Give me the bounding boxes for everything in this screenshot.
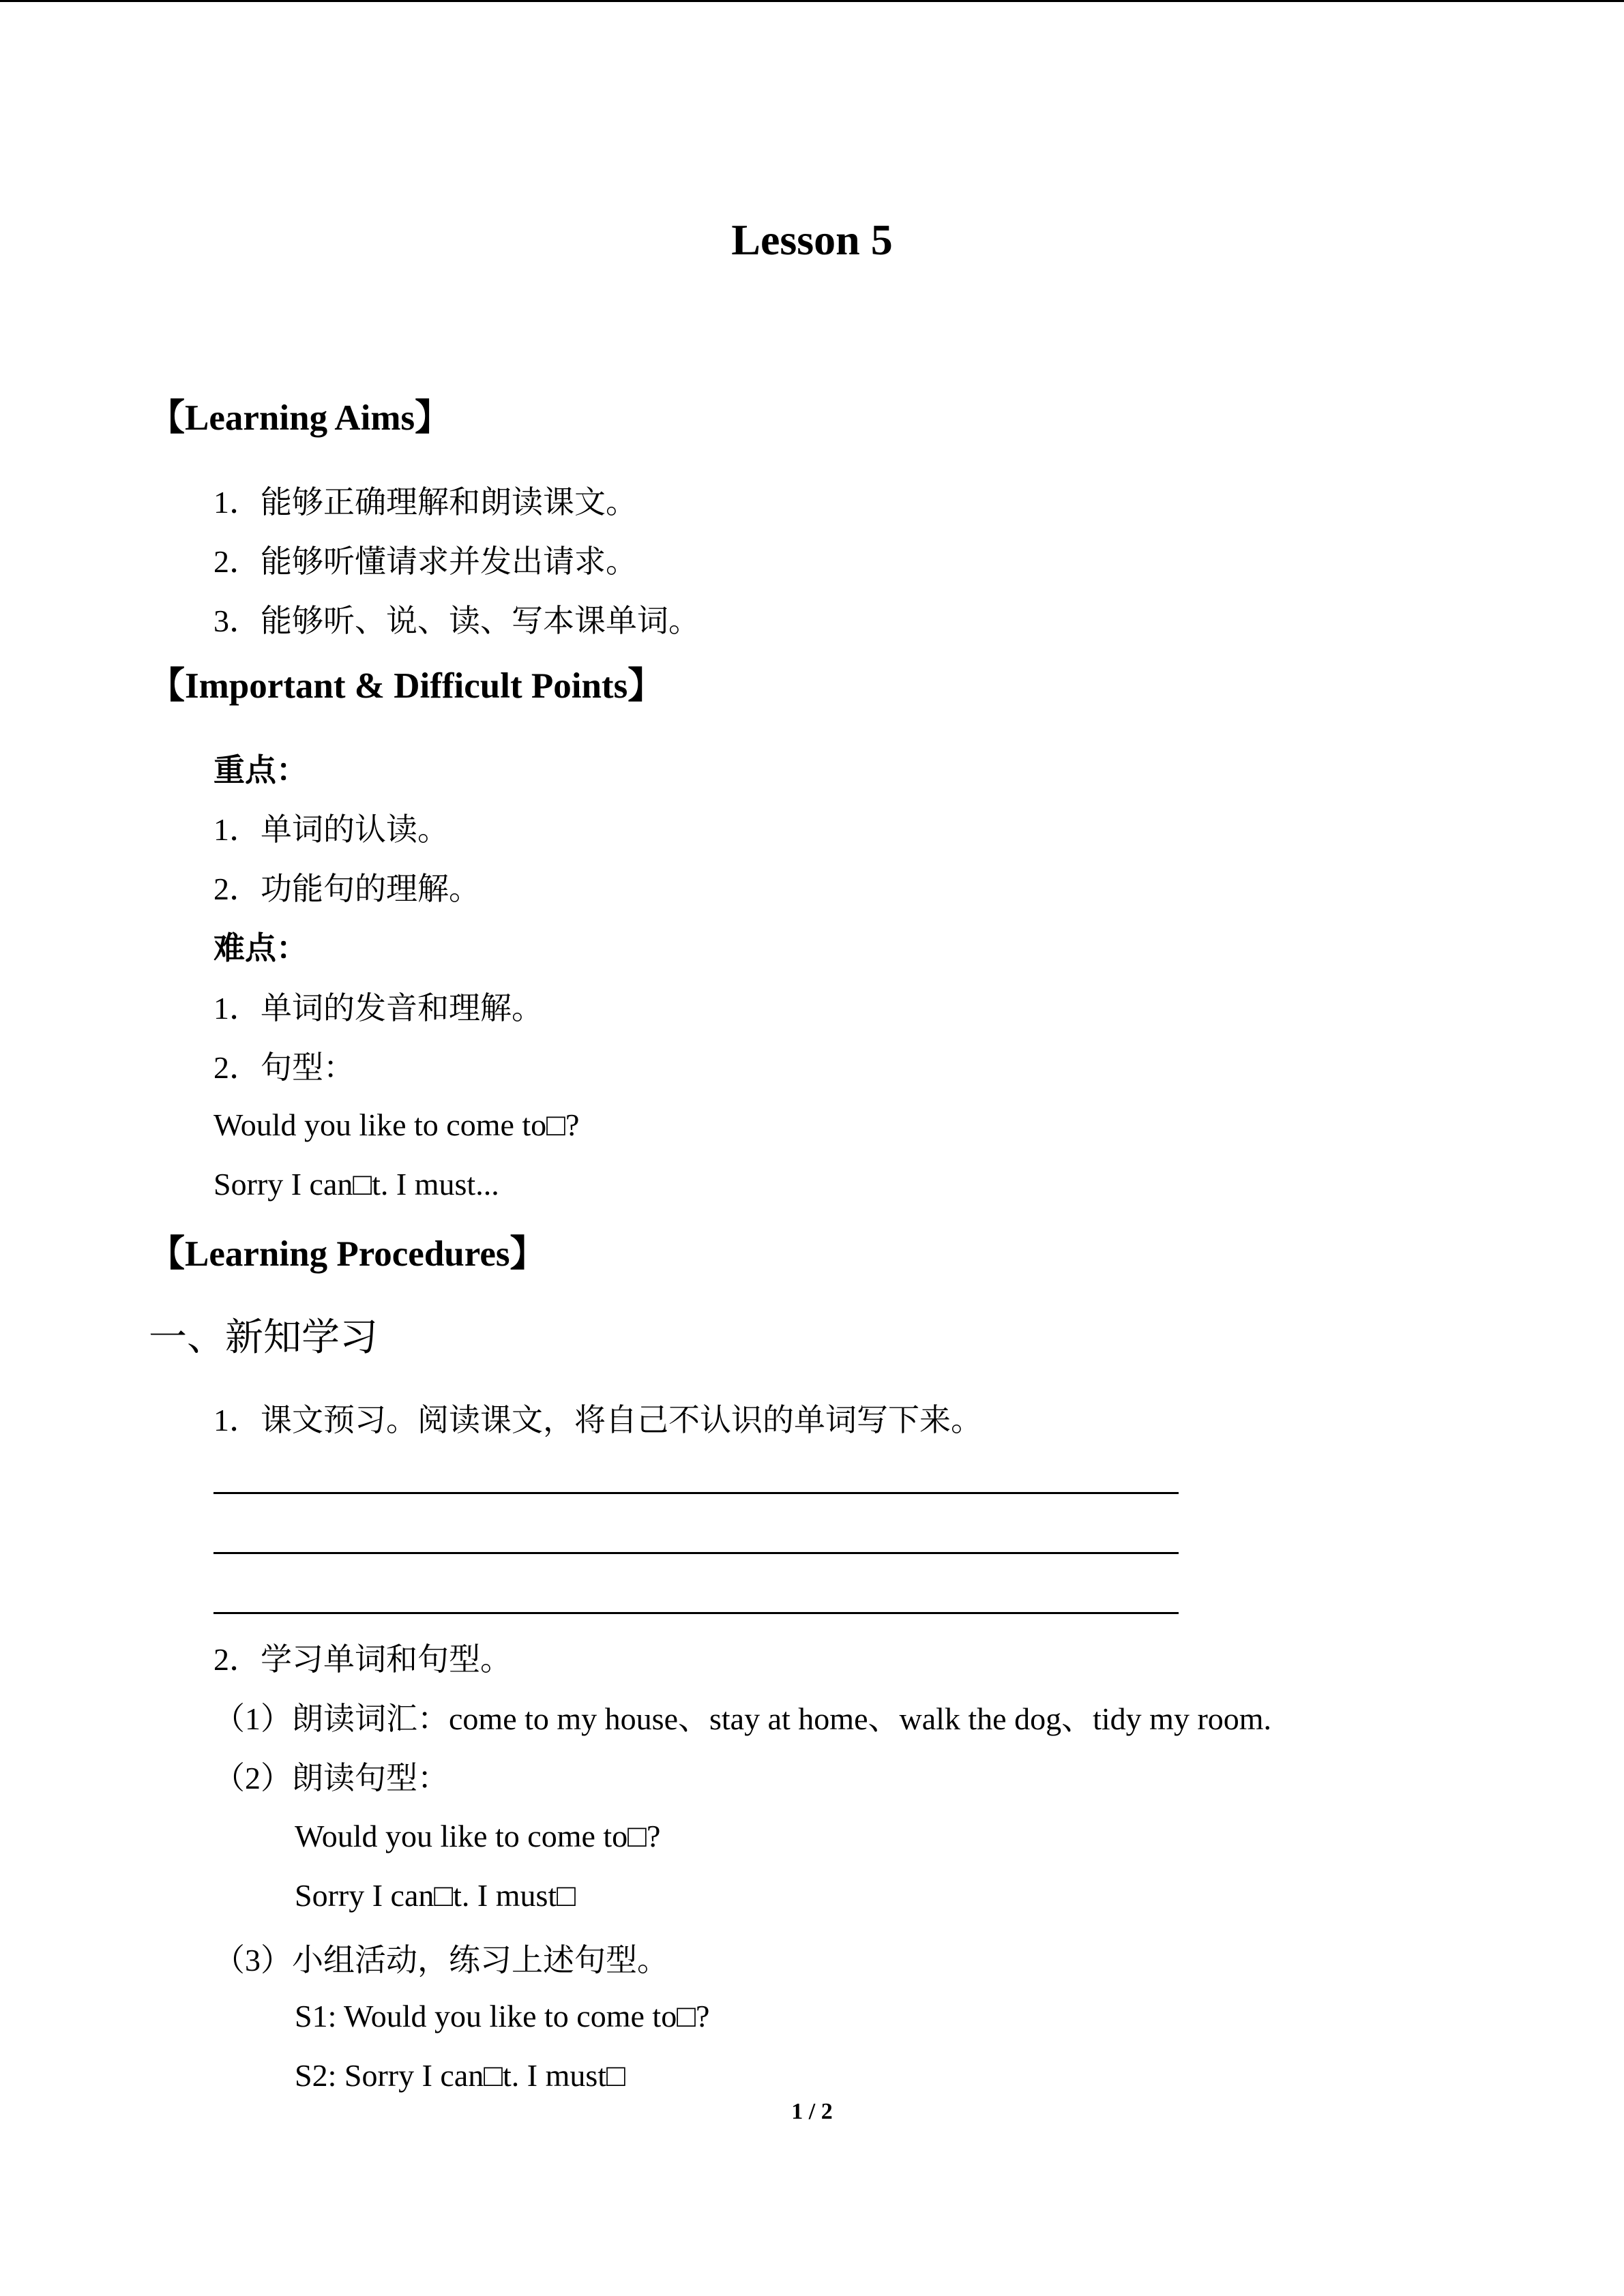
sub-step-3-label: （3）小组活动，练习上述句型。 bbox=[213, 1943, 668, 1978]
dialogue-line-s1: S1: Would you like to come to□? bbox=[295, 1999, 710, 2033]
points-heading: 【Important & Difficult Points】 bbox=[149, 666, 664, 706]
part-one-heading: 一、新知学习 bbox=[149, 1317, 378, 1359]
step-2-text: 2．学习单词和句型。 bbox=[213, 1642, 512, 1677]
aim-item-1: 1．能够正确理解和朗读课文。 bbox=[213, 485, 637, 520]
page-top-border bbox=[0, 0, 1624, 2]
aim-item-3: 3．能够听、说、读、写本课单词。 bbox=[213, 603, 700, 638]
aim-item-2: 2．能够听懂请求并发出请求。 bbox=[213, 544, 637, 579]
pattern-sentence-2: Sorry I can□t. I must... bbox=[213, 1167, 499, 1202]
sub-step-1-vocab: （1）朗读词汇：come to my house、stay at home、walk the dog、tidy my room. bbox=[213, 1701, 1272, 1736]
key-point-2: 2．功能句的理解。 bbox=[213, 871, 480, 906]
dialogue-line-s2: S2: Sorry I can□t. I must□ bbox=[295, 2058, 625, 2093]
difficult-points-label: 难点： bbox=[213, 931, 308, 966]
page-number: 1 / 2 bbox=[791, 2099, 833, 2124]
step-1-text: 1．课文预习。阅读课文，将自己不认识的单词写下来。 bbox=[213, 1403, 982, 1437]
pattern-sentence-1: Would you like to come to□? bbox=[213, 1107, 580, 1142]
learning-aims-heading: 【Learning Aims】 bbox=[149, 398, 452, 438]
sub-step-2-label: （2）朗读句型： bbox=[213, 1761, 449, 1795]
page-title: Lesson 5 bbox=[731, 215, 893, 264]
key-points-label: 重点： bbox=[213, 753, 308, 788]
answer-line-3[interactable] bbox=[213, 1612, 1179, 1614]
sub-step-2-sentence-1: Would you like to come to□? bbox=[295, 1819, 661, 1853]
difficult-point-2: 2．句型： bbox=[213, 1050, 355, 1085]
answer-line-2[interactable] bbox=[213, 1552, 1179, 1554]
sub-step-2-sentence-2: Sorry I can□t. I must□ bbox=[295, 1878, 576, 1913]
difficult-point-1: 1．单词的发音和理解。 bbox=[213, 991, 543, 1026]
procedures-heading: 【Learning Procedures】 bbox=[149, 1234, 546, 1274]
key-point-1: 1．单词的认读。 bbox=[213, 812, 449, 847]
answer-line-1[interactable] bbox=[213, 1492, 1179, 1494]
